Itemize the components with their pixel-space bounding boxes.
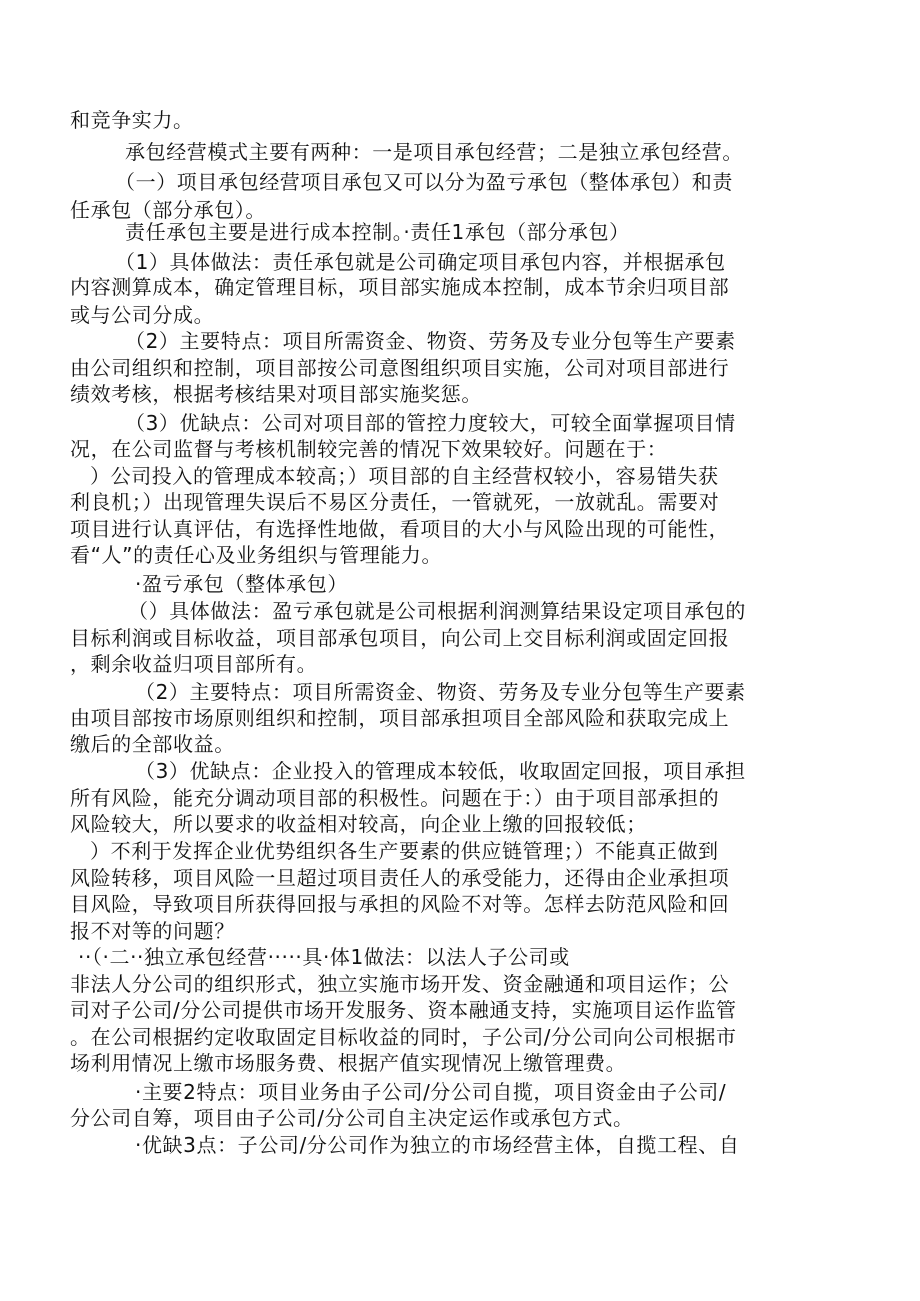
text-line: 场利用情况上缴市场服务费、根据产值实现情况上缴管理费。 (70, 1051, 627, 1075)
text-line: ）公司投入的管理成本较高；）项目部的自主经营权较小，容易错失获 (90, 464, 719, 488)
text-line: ·主要2特点：项目业务由子公司/分公司自揽，项目资金由子公司/ (135, 1080, 727, 1104)
text-line: 缴后的全部收益。 (70, 732, 235, 756)
text-line: ··（·二··独立承包经营·····具·体1做法：以法人子公司或 (78, 945, 570, 969)
text-line: ·盈亏承包（整体承包） (135, 572, 348, 596)
text-line: 。在公司根据约定收取固定目标收益的同时，子公司/分公司向公司根据市 (70, 1025, 737, 1049)
text-line: 内容测算成本，确定管理目标，项目部实施成本控制，成本节余归项目部 (70, 275, 730, 299)
text-line: 分公司自筹，项目由子公司/分公司自主决定运作或承包方式。 (70, 1106, 634, 1130)
text-line: ）不利于发挥企业优势组织各生产要素的供应链管理；）不能真正做到 (90, 839, 719, 863)
text-line: 和竞争实力。 (70, 108, 194, 132)
text-line: 绩效考核，根据考核结果对项目部实施奖惩。 (70, 382, 482, 406)
text-line: 由项目部按市场原则组织和控制，项目部承担项目全部风险和获取完成上 (70, 706, 730, 730)
text-line: 目风险，导致项目所获得回报与承担的风险不对等。怎样去防范风险和回 (70, 892, 730, 916)
text-line: ·优缺3点：子公司/分公司作为独立的市场经营主体，自揽工程、自 (135, 1133, 740, 1157)
text-line: 责任承包主要是进行成本控制。·责任1承包（部分承包） (125, 220, 630, 244)
text-line: 非法人分公司的组织形式，独立实施市场开发、资金融通和项目运作；公 (70, 972, 730, 996)
text-line: 由公司组织和控制，项目部按公司意图组织项目实施，公司对项目部进行 (70, 356, 730, 380)
text-line: 风险转移，项目风险一旦超过项目责任人的承受能力，还得由企业承担项 (70, 866, 730, 890)
text-line: 项目进行认真评估，有选择性地做，看项目的大小与风险出现的可能性， (70, 517, 730, 541)
text-line: （2）主要特点：项目所需资金、物资、劳务及专业分包等生产要素 (125, 329, 736, 353)
text-line: 利良机；）出现管理失误后不易区分责任，一管就死，一放就乱。需要对 (70, 490, 720, 514)
text-line: 任承包（部分承包）。 (70, 198, 266, 222)
text-line: （一）项目承包经营项目承包又可以分为盈亏承包（整体承包）和责 (115, 170, 733, 194)
text-line: 风险较大，所以要求的收益相对较高，向企业上缴的回报较低； (70, 812, 647, 836)
text-line: 所有风险，能充分调动项目部的积极性。问题在于：）由于项目部承担的 (70, 786, 720, 810)
text-line: 司对子公司/分公司提供市场开发服务、资本融通支持，实施项目运作监管 (70, 998, 737, 1022)
text-line: （1）具体做法：责任承包就是公司确定项目承包内容，并根据承包 (115, 250, 726, 274)
text-line: 或与公司分成。 (70, 303, 215, 327)
text-line: （3）优缺点：公司对项目部的管控力度较大，可较全面掌握项目情 (125, 411, 736, 435)
text-line: 看“人”的责任心及业务组织与管理能力。 (70, 543, 443, 567)
text-line: 承包经营模式主要有两种：一是项目承包经营；二是独立承包经营。 (125, 140, 743, 164)
text-line: （2）主要特点：项目所需资金、物资、劳务及专业分包等生产要素 (135, 680, 746, 704)
text-line: 况，在公司监督与考核机制较完善的情况下效果较好。问题在于： (70, 437, 668, 461)
text-line: （）具体做法：盈亏承包就是公司根据利润测算结果设定项目承包的 (128, 599, 746, 623)
text-line: 目标利润或目标收益，项目部承包项目，向公司上交目标利润或固定回报 (70, 626, 730, 650)
text-line: ，剩余收益归项目部所有。 (70, 652, 318, 676)
text-line: 报不对等的问题？ (70, 919, 235, 943)
text-line: （3）优缺点：企业投入的管理成本较低，收取固定回报，项目承担 (135, 759, 746, 783)
